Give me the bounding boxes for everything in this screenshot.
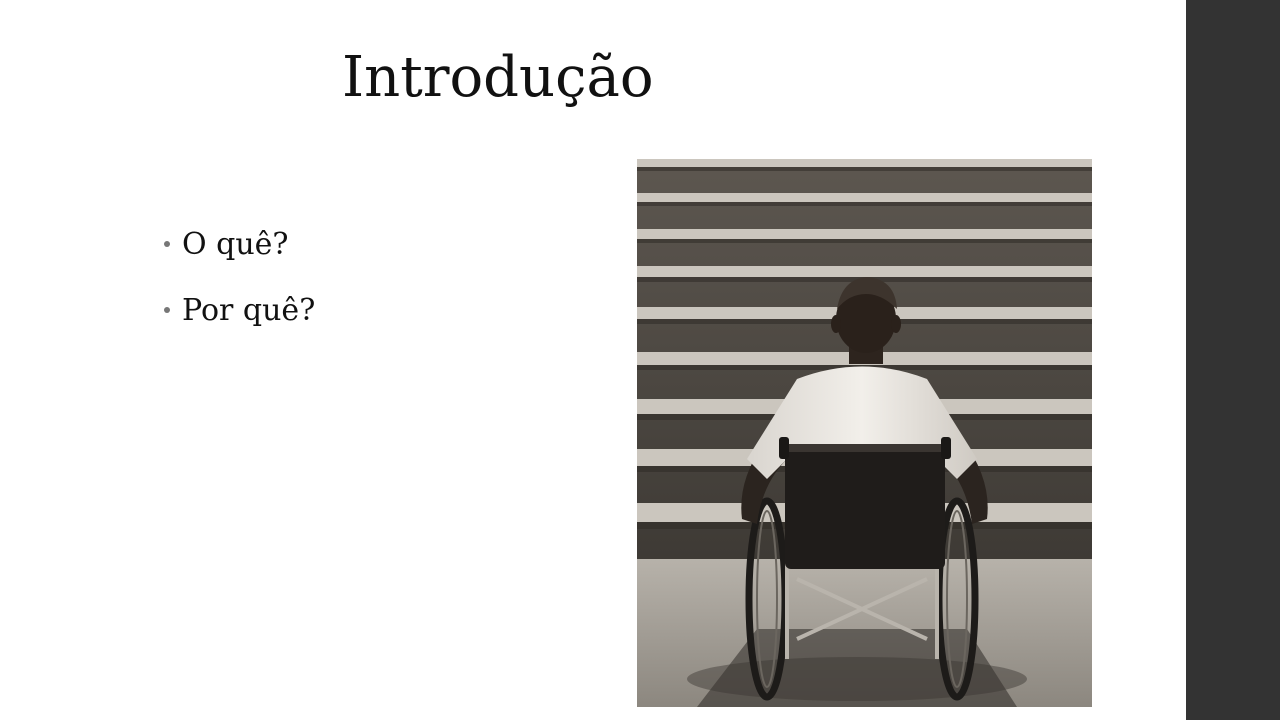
bullet-icon: [164, 241, 170, 247]
bullet-icon: [164, 307, 170, 313]
bullet-item: [164, 288, 315, 332]
side-accent-bar: [1186, 0, 1280, 720]
bullet-item: [164, 222, 315, 266]
bullet-text: Por quê?: [182, 292, 316, 328]
man-in-wheelchair-facing-stairs-icon: [637, 159, 1092, 707]
bullet-list: [164, 222, 315, 354]
wheelchair-stairs-photo: [637, 159, 1092, 707]
bullet-text: O quê?: [182, 226, 289, 262]
slide-title: Introdução: [342, 45, 654, 110]
